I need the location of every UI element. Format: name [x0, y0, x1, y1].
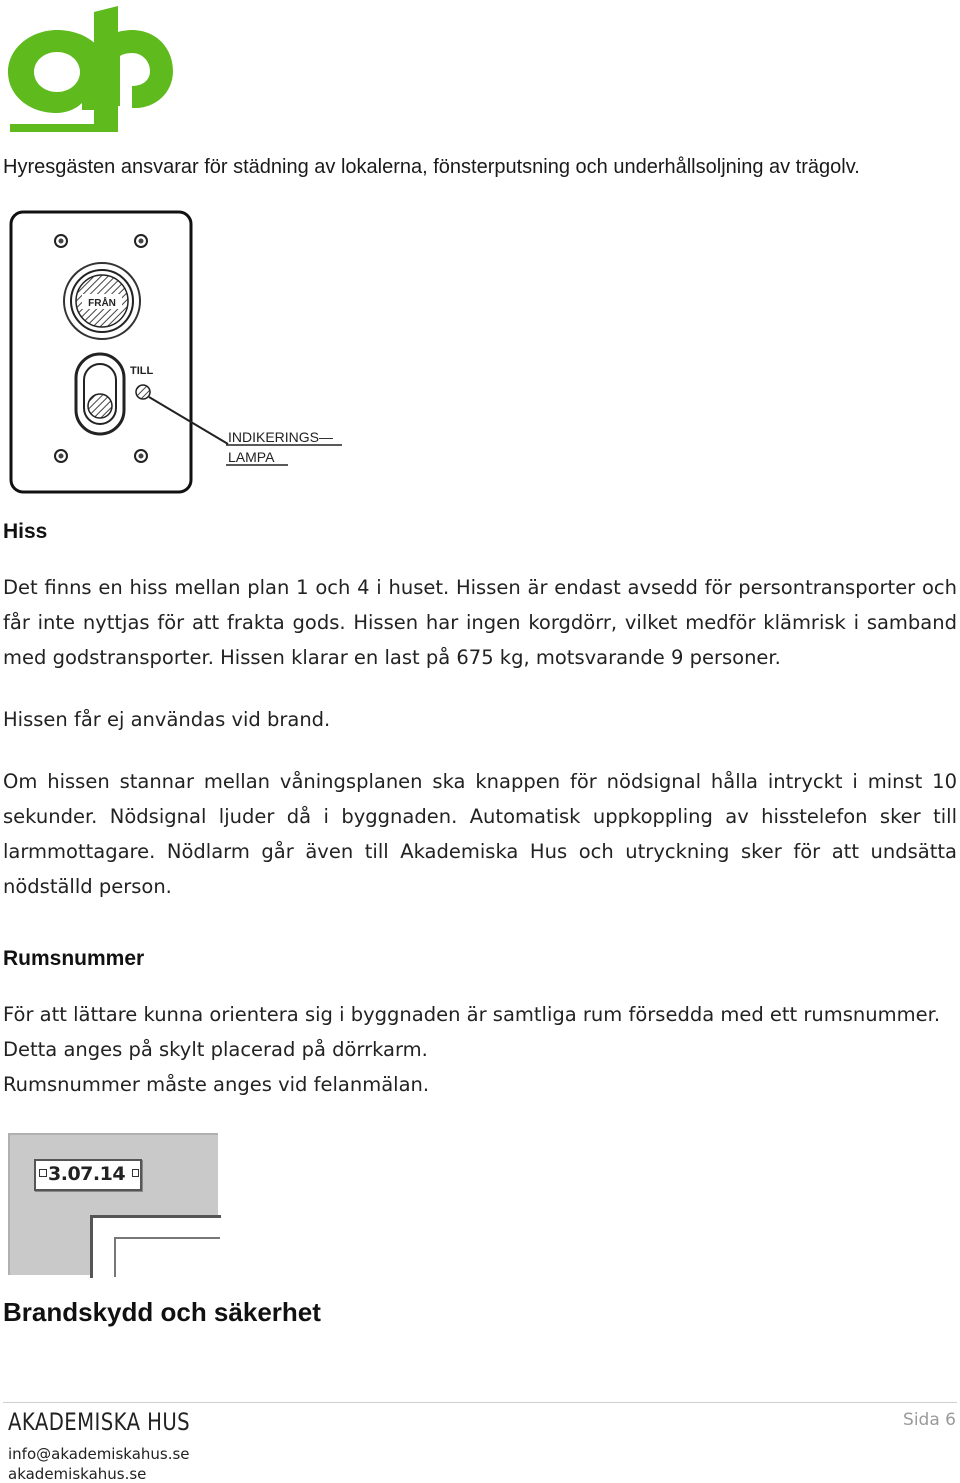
screw-icon	[135, 235, 147, 247]
sign-marker-icon	[39, 1169, 47, 1177]
footer-website[interactable]: akademiskahus.se	[8, 1465, 147, 1483]
room-numbers-line-1: För att lättare kunna orientera sig i byggnaden är samtliga rum försedda med ett rumsnummer.	[3, 1003, 941, 1026]
indicator-label-2: LAMPA	[228, 449, 275, 465]
indicator-lamp-icon	[136, 385, 150, 399]
fire-safety-heading: Brandskydd och säkerhet	[3, 1297, 321, 1327]
akademiska-hus-logo	[2, 2, 174, 134]
off-label: FRÅN	[88, 298, 116, 309]
switch-plate-illustration	[6, 208, 346, 498]
screw-icon	[55, 450, 67, 462]
room-number-sign-text: 3.07.14	[48, 1163, 126, 1185]
indicator-label-1: INDIKERINGS—	[228, 429, 334, 445]
sign-marker-icon	[132, 1169, 139, 1177]
cleaning-text: Hyresgästen ansvarar för städning av lokalerna, fönsterputsning och underhållsoljning av trägolv.	[3, 156, 860, 178]
room-numbers-heading: Rumsnummer	[3, 947, 145, 970]
screw-icon	[135, 450, 147, 462]
elevator-paragraph-1: Det finns en hiss mellan plan 1 och 4 i huset. Hissen är endast avsedd för persontransporter och får inte nyttjas för att frakta gods. Hissen har ingen korgdörr, vilket medför klämrisk i samband med godstransporter. Hissen klarar en last på 675 kg, motsvarande 9 personer.	[3, 576, 957, 669]
footer-brand: AKADEMISKA HUS	[8, 1408, 191, 1436]
room-numbers-line-3: Rumsnummer måste anges vid felanmälan.	[3, 1073, 430, 1096]
elevator-paragraph-3: Om hissen stannar mellan våningsplanen ska knappen för nödsignal hålla intryckt i minst 10 sekunder. Nödsignal ljuder då i byggnaden. Automatisk uppkoppling av hisstelefon sker till larmmottagare. Nödlarm går även till Akademiska Hus och utryckning sker för att undsätta nödställd person.	[3, 770, 957, 898]
footer-divider	[3, 1402, 957, 1403]
on-label: TILL	[130, 365, 154, 377]
door-frame-illustration	[8, 1133, 218, 1275]
elevator-heading: Hiss	[3, 520, 48, 543]
page-number: Sida 6	[903, 1410, 956, 1430]
screw-icon	[55, 235, 67, 247]
key-switch-icon	[76, 354, 124, 434]
room-number-sign	[34, 1159, 142, 1191]
elevator-paragraph-2: Hissen får ej användas vid brand.	[3, 708, 331, 731]
room-numbers-line-2: Detta anges på skylt placerad på dörrkarm.	[3, 1038, 428, 1061]
footer-email[interactable]: info@akademiskahus.se	[8, 1445, 190, 1463]
